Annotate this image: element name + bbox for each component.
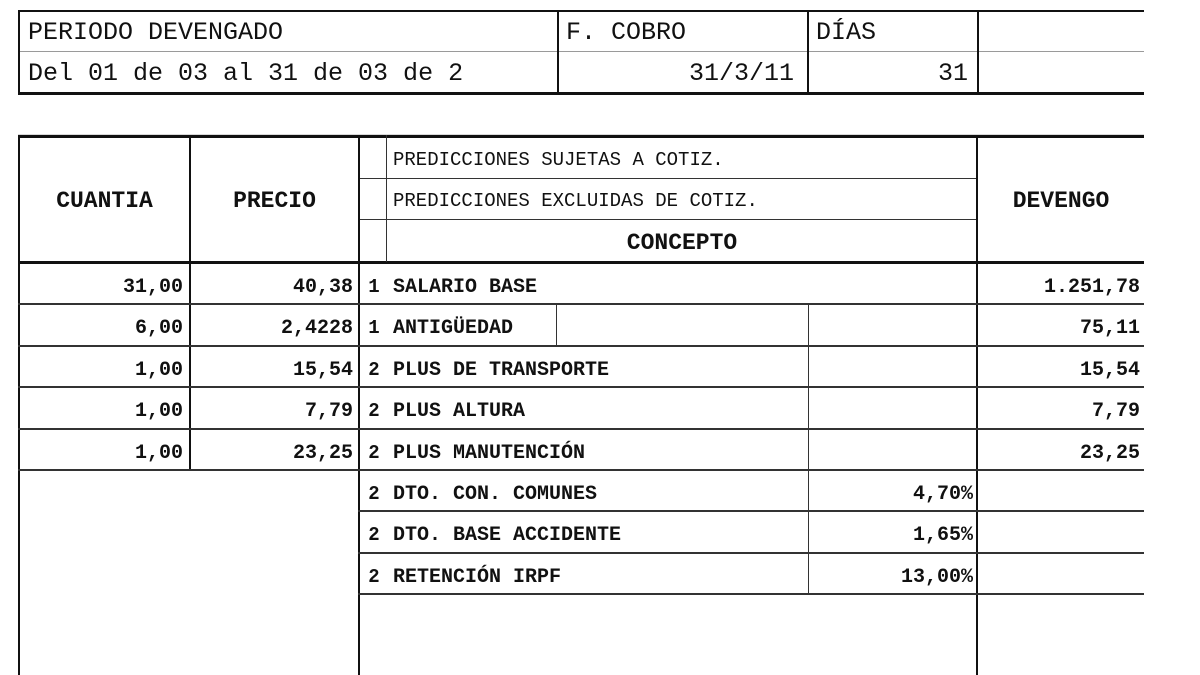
tipo-cell: 1 (368, 276, 380, 298)
concepto-cell: DTO. CON. COMUNES (393, 483, 598, 506)
header-line-a (358, 178, 978, 179)
concepto-cell: PLUS MANUTENCIÓN (393, 442, 586, 465)
col-header-precio: PRECIO (233, 188, 316, 214)
devengo-cell: 75,11 (1079, 317, 1140, 340)
dias-value: 31 (937, 59, 968, 88)
pct-cell: 4,70% (912, 483, 973, 506)
concepto-cell: RETENCIÓN IRPF (393, 566, 562, 589)
header-line-b (358, 219, 978, 220)
row-sep-8 (358, 593, 1144, 595)
header-bottom-border (18, 92, 1144, 95)
concepto-cell: PLUS ALTURA (393, 400, 526, 423)
header-divider-1 (557, 10, 559, 95)
devengo-cell: 1.251,78 (1043, 276, 1140, 299)
devengo-cell: 15,54 (1079, 359, 1140, 382)
cuantia-cell: 6,00 (134, 317, 183, 340)
dias-label: DÍAS (816, 18, 877, 47)
col-header-cuantia: CUANTIA (56, 188, 153, 214)
row-sep-6 (358, 510, 1144, 512)
concepto-cell: DTO. BASE ACCIDENTE (393, 524, 622, 547)
pct-cell: 1,65% (912, 524, 973, 547)
row-sep-7 (358, 552, 1144, 554)
cuantia-cell: 31,00 (122, 276, 183, 299)
concepto-cell: SALARIO BASE (393, 276, 538, 299)
tipo-cell: 2 (368, 359, 380, 381)
pred-sujetas-label: PREDICCIONES SUJETAS A COTIZ. (393, 149, 724, 171)
precio-cell: 40,38 (292, 276, 353, 299)
precio-cell: 23,25 (292, 442, 353, 465)
tipo-cell: 2 (368, 400, 380, 422)
cobro-label: F. COBRO (566, 18, 687, 47)
concepto-cell: PLUS DE TRANSPORTE (393, 359, 610, 382)
tipo-cell: 2 (368, 524, 380, 546)
precio-cell: 7,79 (304, 400, 353, 423)
tipo-cell: 2 (368, 442, 380, 464)
period-value: Del 01 de 03 al 31 de 03 de 2 (28, 59, 464, 88)
tipo-cell: 1 (368, 317, 380, 339)
precio-cell: 15,54 (292, 359, 353, 382)
pred-excluidas-label: PREDICCIONES EXCLUIDAS DE COTIZ. (393, 190, 758, 212)
header-mid-line (18, 51, 1144, 52)
row-sep-5 (18, 469, 1144, 471)
row-sep-3 (18, 386, 1144, 388)
col-divider-tipo (386, 135, 387, 262)
header-divider-2 (807, 10, 809, 95)
pct-cell: 13,00% (900, 566, 973, 589)
cobro-value: 31/3/11 (688, 59, 794, 88)
concepto-cell: ANTIGÜEDAD (393, 317, 514, 340)
row-sep-4 (18, 428, 1144, 430)
col-header-concepto: CONCEPTO (626, 230, 738, 256)
period-label: PERIODO DEVENGADO (28, 18, 284, 47)
tipo-cell: 2 (368, 483, 380, 505)
devengo-cell: 23,25 (1079, 442, 1140, 465)
cuantia-cell: 1,00 (134, 400, 183, 423)
header-top-border (18, 10, 1144, 12)
devengo-cell: 7,79 (1091, 400, 1140, 423)
cuantia-cell: 1,00 (134, 359, 183, 382)
row-sep-2 (18, 345, 1144, 347)
col-header-devengo: DEVENGO (1012, 188, 1110, 214)
tipo-cell: 2 (368, 566, 380, 588)
header-left-border (18, 10, 20, 95)
cuantia-cell: 1,00 (134, 442, 183, 465)
precio-cell: 2,4228 (280, 317, 353, 340)
antig-inner-divider (556, 305, 557, 347)
row-sep-1 (18, 303, 1144, 305)
header-divider-3 (977, 10, 979, 95)
